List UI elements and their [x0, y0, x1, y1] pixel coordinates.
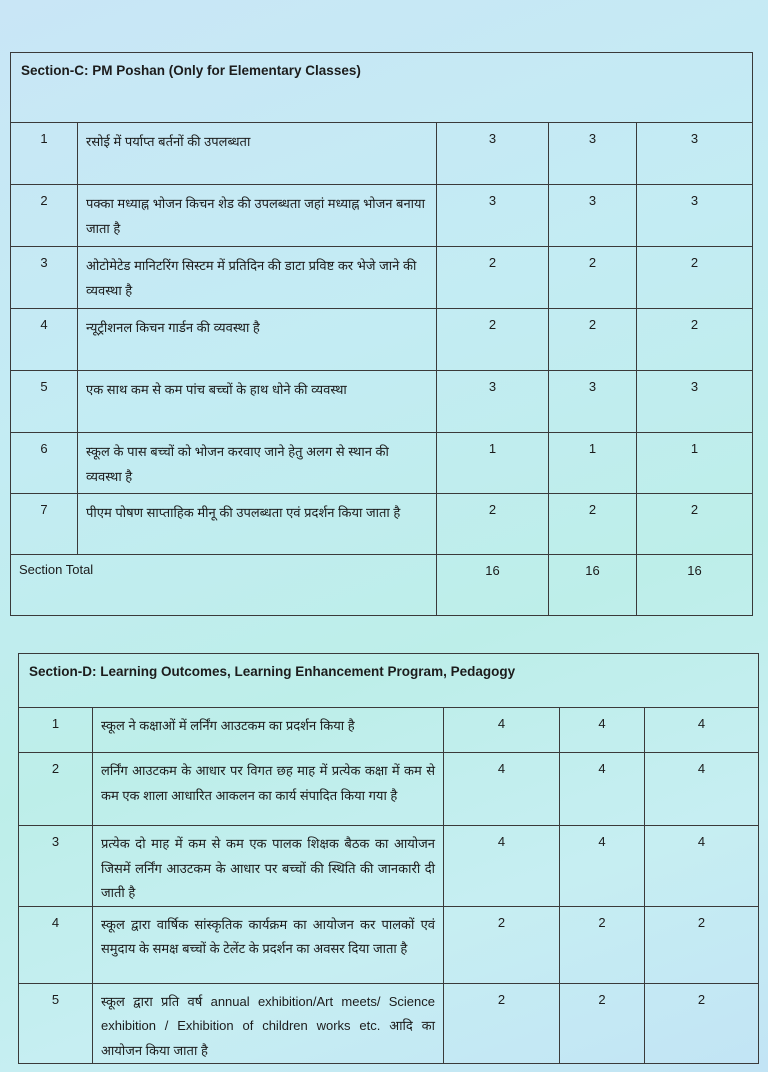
table-row [19, 708, 759, 753]
score-1: 4 [444, 708, 560, 753]
section-c-title: Section-C: PM Poshan (Only for Elementary Classes) [11, 53, 753, 123]
row-number: 6 [11, 433, 78, 494]
score-1: 4 [444, 753, 560, 826]
table-row [19, 753, 759, 826]
row-number: 5 [11, 371, 78, 433]
row-number: 5 [19, 983, 93, 1064]
score-2: 3 [549, 185, 637, 247]
row-description: प्रत्येक दो माह में कम से कम एक पालक शिक्षक बैठक का आयोजन जिसमें लर्निंग आउटकम के आधार पर बच्चों की स्थिति की जानकारी दी जाती है [93, 826, 444, 907]
row-number: 1 [19, 708, 93, 753]
score-2: 4 [560, 708, 645, 753]
score-3: 2 [645, 906, 759, 983]
row-number: 1 [11, 123, 78, 185]
row-description: रसोई में पर्याप्त बर्तनों की उपलब्धता [78, 123, 437, 185]
score-2: 2 [560, 983, 645, 1064]
row-description: स्कूल द्वारा वार्षिक सांस्कृतिक कार्यक्रम का आयोजन कर पालकों एवं समुदाय के समक्ष बच्चों के टेलेंट के प्रदर्शन का अवसर दिया जाता है [93, 906, 444, 983]
score-1: 2 [444, 983, 560, 1064]
score-3: 4 [645, 753, 759, 826]
row-description: स्कूल ने कक्षाओं में लर्निंग आउटकम का प्रदर्शन किया है [93, 708, 444, 753]
total-value-3: 16 [637, 555, 753, 616]
table-row [19, 906, 759, 983]
table-row [19, 826, 759, 907]
row-description: लर्निंग आउटकम के आधार पर विगत छह माह में प्रत्येक कक्षा में कम से कम एक शाला आधारित आकलन का कार्य संपादित किया गया है [93, 753, 444, 826]
score-3: 4 [645, 826, 759, 907]
section-d-title: Section-D: Learning Outcomes, Learning Enhancement Program, Pedagogy [19, 654, 759, 708]
section-c-table [10, 52, 753, 616]
row-number: 7 [11, 494, 78, 555]
score-1: 2 [437, 309, 549, 371]
score-3: 3 [637, 185, 753, 247]
score-1: 2 [444, 906, 560, 983]
score-1: 2 [437, 247, 549, 309]
section-total-label: Section Total [11, 555, 437, 616]
score-3: 2 [645, 983, 759, 1064]
row-number: 3 [19, 826, 93, 907]
score-2: 2 [560, 906, 645, 983]
row-description: पीएम पोषण साप्ताहिक मीनू की उपलब्धता एवं प्रदर्शन किया जाता है [78, 494, 437, 555]
score-2: 2 [549, 247, 637, 309]
score-1: 3 [437, 371, 549, 433]
section-d-table [18, 653, 759, 1064]
table-row [11, 247, 753, 309]
score-3: 2 [637, 309, 753, 371]
score-2: 3 [549, 371, 637, 433]
table-row [11, 494, 753, 555]
score-1: 3 [437, 123, 549, 185]
score-2: 2 [549, 494, 637, 555]
table-row [11, 371, 753, 433]
table-row [11, 123, 753, 185]
score-3: 4 [645, 708, 759, 753]
score-3: 3 [637, 371, 753, 433]
row-description: ओटोमेटेड मानिटरिंग सिस्टम में प्रतिदिन की डाटा प्रविष्ट कर भेजे जाने की व्यवस्था है [78, 247, 437, 309]
score-2: 3 [549, 123, 637, 185]
table-row [11, 433, 753, 494]
row-description: पक्का मध्याह्न भोजन किचन शेड की उपलब्धता जहां मध्याह्न भोजन बनाया जाता है [78, 185, 437, 247]
row-description: न्यूट्रीशनल किचन गार्डन की व्यवस्था है [78, 309, 437, 371]
score-2: 2 [549, 309, 637, 371]
total-value-2: 16 [549, 555, 637, 616]
score-1: 4 [444, 826, 560, 907]
score-2: 4 [560, 826, 645, 907]
row-description: एक साथ कम से कम पांच बच्चों के हाथ धोने की व्यवस्था [78, 371, 437, 433]
row-description: स्कूल के पास बच्चों को भोजन करवाए जाने हेतु अलग से स्थान की व्यवस्था है [78, 433, 437, 494]
score-3: 2 [637, 494, 753, 555]
score-1: 2 [437, 494, 549, 555]
score-1: 3 [437, 185, 549, 247]
score-2: 4 [560, 753, 645, 826]
row-number: 4 [19, 906, 93, 983]
row-number: 2 [11, 185, 78, 247]
row-number: 4 [11, 309, 78, 371]
total-value-1: 16 [437, 555, 549, 616]
row-number: 3 [11, 247, 78, 309]
table-row [19, 983, 759, 1064]
score-3: 2 [637, 247, 753, 309]
row-number: 2 [19, 753, 93, 826]
score-3: 3 [637, 123, 753, 185]
row-description: स्कूल द्वारा प्रति वर्ष annual exhibition/Art meets/ Science exhibition / Exhibition of children works etc. आदि का आयोजन किया जाता है [93, 983, 444, 1064]
score-2: 1 [549, 433, 637, 494]
score-3: 1 [637, 433, 753, 494]
table-row [11, 309, 753, 371]
score-1: 1 [437, 433, 549, 494]
table-row [11, 185, 753, 247]
section-total-row [11, 555, 753, 616]
